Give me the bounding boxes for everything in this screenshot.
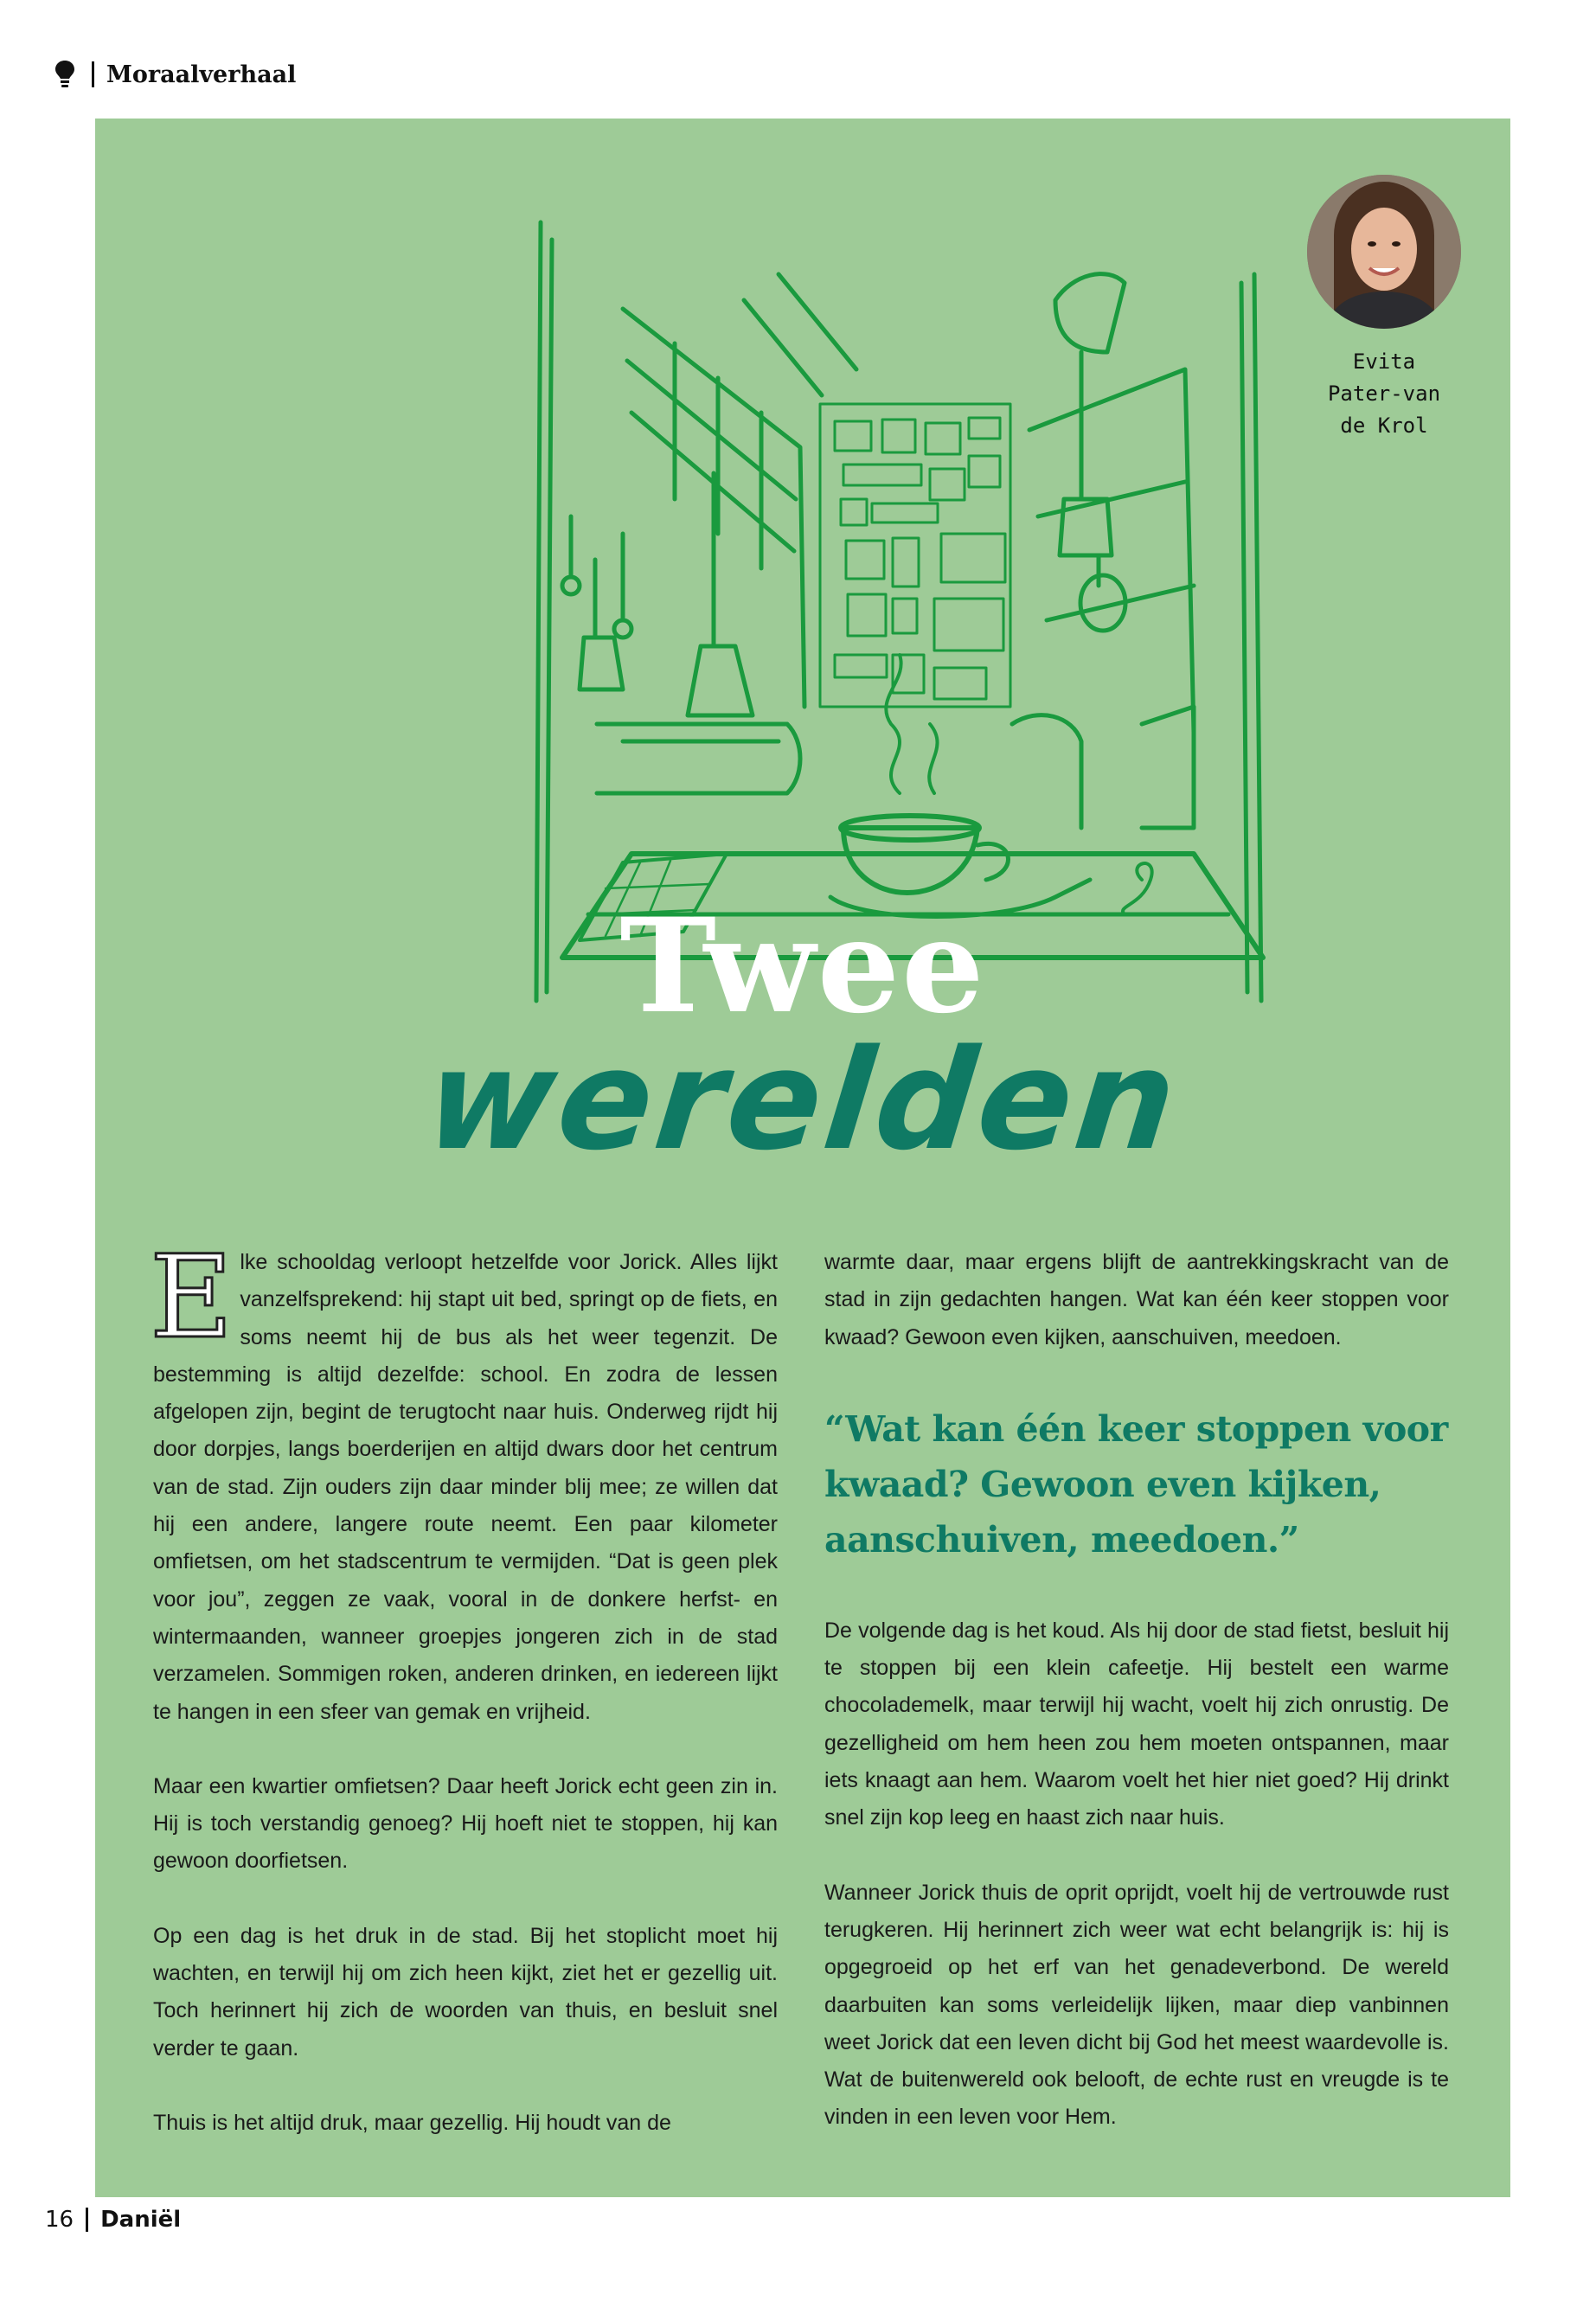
magazine-name: Daniël (100, 2207, 182, 2233)
author-name: Evita Pater-van de Krol (1327, 349, 1441, 438)
paragraph-2: Maar een kwartier omfietsen? Daar heeft Jorick echt geen zin in. Hij is toch verstandig genoeg? Hij hoeft niet te stoppen, hij kan gewoon doorfietsen. (153, 1773, 778, 1874)
lightbulb-icon (54, 60, 76, 89)
section-header (54, 57, 296, 92)
header-divider (92, 61, 94, 87)
paragraph-5: De volgende dag is het koud. Als hij door de stad fietst, besluit hij te stoppen bij een klein cafeetje. Hij bestelt een warme chocolademelk, maar terwijl hij wacht, voelt hij zich onrustig. De gezelligheid om hem heen zou hem moeten ontspannen, maar iets knaagt aan hem. Waarom voelt het hier niet goed? Hij drinkt snel zijn kop leeg en haast zich naar huis. (824, 1618, 1449, 1830)
paragraph-6: Wanneer Jorick thuis de oprit oprijdt, voelt hij de vertrouwde rust terugkeren. Hij herinnert zich weer wat echt belangrijk is: hij is opgegroeid op het erf van het genadeverbond. De wereld daarbuiten kan soms verleidelijk lijken, maar diep vanbinnen weet Jorick dat een leven dicht bij God het meest waardevolle is. Wat de buitenwereld ook belooft, de echte rust en vreugde is te vinden in een leven voor Hem. (824, 1880, 1449, 2130)
paragraph-1: Elke schooldag verloopt hetzelfde voor Jorick. Alles lijkt vanzelfsprekend: hij stapt uit bed, springt op de fiets, en soms neemt hij de bus als het weer tegenzit. De bestemming is altijd dezelfde: school. En zodra de lessen afgelopen zijn, begint de terugtocht naar huis. Onderweg rijdt hij door dorpjes, langs boerderijen en altijd dwars door het centrum van de stad. Zijn ouders zijn daar minder blij mee; ze willen dat hij een andere, langere route neemt. Een paar kilometer omfietsen, om het stadscentrum te vermijden. “Dat is geen plek voor jou”, zeggen ze vaak, vooral in de donkere herfst- en wintermaanden, wanneer groepjes jongeren zich in de stad verzamelen. Sommigen roken, anderen drinken, en iedereen lijkt te hangen in een sfeer van gemak en vrijheid. (150, 1231, 778, 1724)
page-footer (45, 2204, 181, 2235)
paragraph-4: Thuis is het altijd druk, maar gezellig. Hij houdt van de (153, 2110, 671, 2135)
pull-quote: “Wat kan één keer stoppen voor kwaad? Gewoon even kijken, aanschuiven, meedoen.” (824, 1407, 1448, 1561)
article-panel (95, 119, 1510, 2197)
author-block (1298, 175, 1471, 442)
title-line-1: Twee (619, 890, 986, 1042)
article-column-right (824, 1244, 1449, 2174)
article-column-left (150, 1231, 778, 2179)
section-label: Moraalverhaal (106, 61, 297, 88)
paragraph-3: Op een dag is het druk in de stad. Bij het stoplicht moet hij wachten, en terwijl hij om zich heen kijkt, ziet het er gezellig uit. Toch herinnert hij zich de woorden van thuis, en besluit snel verder te gaan. (153, 1923, 778, 2061)
author-avatar (1307, 175, 1461, 329)
drop-cap: E (150, 1231, 234, 1364)
page-number: 16 (45, 2207, 74, 2233)
title-line-2: werelden (419, 1019, 1187, 1181)
footer-divider (86, 2208, 88, 2232)
paragraph-4-continued: warmte daar, maar ergens blijft de aantrekkingskracht van de stad in zijn gedachten hangen. Wat kan één keer stoppen voor kwaad? Gewoon even kijken, aanschuiven, meedoen. (824, 1250, 1449, 1349)
